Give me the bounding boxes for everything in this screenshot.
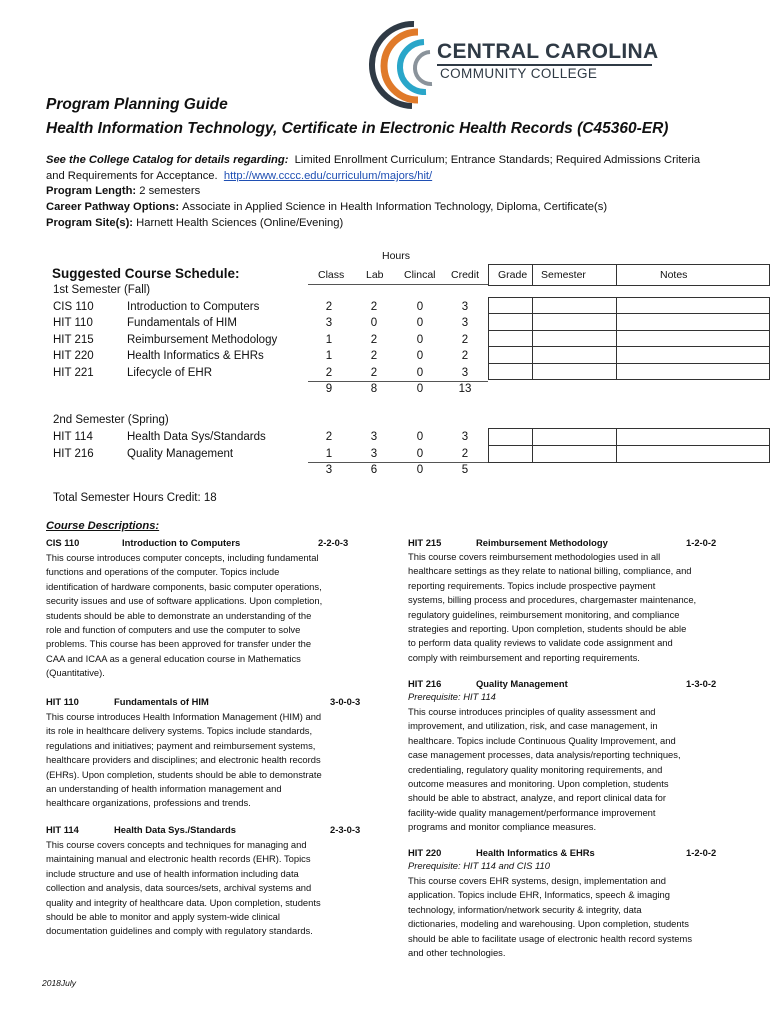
desc-body: This course introduces computer concepts, including fundamental functions and operations of the computer. Topics include identification of hardware components, basic computer operations, security issues and use of software applications. Upon completion, students should be able to demonstrate an understanding of the role and function of computers and use the computer to solve problems. This course has been approved for transfer under the CAA and ICAA as a general education course in Mathematics (Quantitative). xyxy=(46,552,323,679)
total-credit: 13 xyxy=(458,383,472,395)
class-hours: 3 xyxy=(325,317,333,329)
program-title: Health Information Technology, Certificate in Electronic Health Records (C45360-ER) xyxy=(46,120,669,137)
col-clinical: Clincal xyxy=(404,269,436,281)
clinical-hours: 0 xyxy=(416,367,424,379)
desc-code: HIT 110 xyxy=(46,696,79,707)
total-lab: 8 xyxy=(370,383,378,395)
col-grade: Grade xyxy=(498,269,528,281)
guide-title: Program Planning Guide xyxy=(46,96,228,113)
desc-prereq: Prerequisite: HIT 114 and CIS 110 xyxy=(408,860,550,871)
career-pathway-value: Associate in Applied Science in Health Information Technology, Diploma, Certificate(s) xyxy=(182,201,608,213)
schedule-title: Suggested Course Schedule: xyxy=(52,266,240,281)
desc-title: Fundamentals of HIM xyxy=(114,696,209,707)
catalog-line-2 xyxy=(46,170,432,182)
course-title: Lifecycle of EHR xyxy=(127,367,213,379)
course-title: Fundamentals of HIM xyxy=(127,317,237,329)
totals-rule xyxy=(308,381,488,382)
desc-code: HIT 114 xyxy=(46,824,79,835)
clinical-hours: 0 xyxy=(416,334,424,346)
catalog-text: Limited Enrollment Curriculum; Entrance Standards; Required Admissions Criteria xyxy=(294,154,701,166)
semester-cell[interactable] xyxy=(532,347,616,363)
class-hours: 1 xyxy=(325,334,333,346)
tracking-grid-fall xyxy=(488,297,770,380)
notes-cell[interactable] xyxy=(616,314,769,330)
desc-body: This course introduces principles of quality assessment and improvement, and utilization, risk, and case management, in healthcare. Topics include Continuous Quality Improvement, and case management processes, data analysis/reporting techniques, credentialing, regulatory quality monitoring requirements, and outcome measures and monitoring. Upon completion, students should be able to abstract, analyze, and report clinical data for facility-wide quality management/performance improvement programs and monitor compliance measures. xyxy=(408,706,681,833)
course-title: Health Data Sys/Standards xyxy=(127,431,266,443)
credit-hours: 3 xyxy=(461,431,469,443)
total-class: 9 xyxy=(325,383,333,395)
desc-hours: 2-2-0-3 xyxy=(318,537,349,548)
header-rule xyxy=(308,284,488,285)
college-subname: COMMUNITY COLLEGE xyxy=(440,66,598,81)
program-sites-value: Harnett Health Sciences (Online/Evening) xyxy=(136,217,344,229)
course-code: CIS 110 xyxy=(53,301,94,313)
class-hours: 2 xyxy=(325,367,333,379)
lab-hours: 2 xyxy=(370,350,378,362)
col-credit: Credit xyxy=(451,269,480,281)
semester-cell[interactable] xyxy=(532,429,616,446)
notes-cell[interactable] xyxy=(616,446,769,463)
credit-hours: 3 xyxy=(461,301,469,313)
lab-hours: 3 xyxy=(370,448,378,460)
tracking-grid-header xyxy=(488,264,770,286)
program-length-label: Program Length: xyxy=(46,185,137,197)
catalog-url-link[interactable]: http://www.cccc.edu/curriculum/majors/hit/ xyxy=(223,170,433,182)
desc-body: This course covers reimbursement methodologies used in all healthcare settings as they relate to national billing, compliance, and reporting requirements. Topics include prospective payment systems, billing process and procedures, chargemaster maintenance, regulatory guidelines, reimbursement monitoring, and compliance strategies and reporting. Upon completion, students should be able to perform data quality reviews to validate code assignment and comply with reimbursement and reporting requirements. xyxy=(408,551,697,663)
course-code: HIT 221 xyxy=(53,367,94,379)
semester-name: 2nd Semester (Spring) xyxy=(53,414,169,426)
catalog-text-2: and Requirements for Acceptance. xyxy=(46,170,218,182)
semester-cell[interactable] xyxy=(532,298,616,314)
catalog-label: See the College Catalog for details regarding: xyxy=(46,154,289,166)
col-semester: Semester xyxy=(541,269,586,281)
credit-hours: 2 xyxy=(461,334,469,346)
lab-hours: 2 xyxy=(370,301,378,313)
clinical-hours: 0 xyxy=(416,301,424,313)
lab-hours: 3 xyxy=(370,431,378,443)
lab-hours: 2 xyxy=(370,367,378,379)
notes-cell[interactable] xyxy=(616,363,769,379)
desc-title: Quality Management xyxy=(476,678,568,689)
course-title: Quality Management xyxy=(127,448,234,460)
desc-code: CIS 110 xyxy=(46,537,80,548)
notes-cell[interactable] xyxy=(616,347,769,363)
tracking-grid-spring xyxy=(488,428,770,463)
course-title: Reimbursement Methodology xyxy=(127,334,278,346)
program-length-value: 2 semesters xyxy=(139,185,201,197)
total-class: 3 xyxy=(325,464,333,476)
career-pathway xyxy=(46,201,607,213)
course-code: HIT 215 xyxy=(53,334,94,346)
total-credit-hours: Total Semester Hours Credit: 18 xyxy=(53,492,217,504)
desc-hours: 1-2-0-2 xyxy=(686,847,717,858)
desc-title: Health Informatics & EHRs xyxy=(476,847,595,858)
grade-cell[interactable] xyxy=(489,314,533,330)
desc-title: Reimbursement Methodology xyxy=(476,537,608,548)
semester-cell[interactable] xyxy=(532,330,616,346)
program-sites xyxy=(46,217,343,229)
footer-date: 2018July xyxy=(42,978,77,988)
program-length xyxy=(46,185,200,197)
credit-hours: 2 xyxy=(461,350,469,362)
course-code: HIT 110 xyxy=(53,317,93,329)
desc-code: HIT 215 xyxy=(408,537,442,548)
class-hours: 1 xyxy=(325,448,333,460)
course-code: HIT 114 xyxy=(53,431,93,443)
clinical-hours: 0 xyxy=(416,350,424,362)
career-pathway-label: Career Pathway Options: xyxy=(46,201,180,213)
lab-hours: 2 xyxy=(370,334,378,346)
credit-hours: 3 xyxy=(461,367,469,379)
total-clinical: 0 xyxy=(416,464,424,476)
semester-cell[interactable] xyxy=(532,446,616,463)
total-credit: 5 xyxy=(461,464,469,476)
grade-cell[interactable] xyxy=(489,446,533,463)
grade-cell[interactable] xyxy=(489,429,533,446)
class-hours: 2 xyxy=(325,301,333,313)
col-notes: Notes xyxy=(660,269,688,281)
course-title: Introduction to Computers xyxy=(127,301,260,313)
notes-cell[interactable] xyxy=(616,330,769,346)
class-hours: 1 xyxy=(325,350,333,362)
grade-cell[interactable] xyxy=(489,347,533,363)
college-name: CENTRAL CAROLINA xyxy=(437,40,659,63)
class-hours: 2 xyxy=(325,431,333,443)
hours-header: Hours xyxy=(382,250,411,262)
descriptions-title: Course Descriptions: xyxy=(46,520,160,532)
grade-cell[interactable] xyxy=(489,298,533,314)
program-sites-label: Program Site(s): xyxy=(46,217,134,229)
lab-hours: 0 xyxy=(370,317,378,329)
clinical-hours: 0 xyxy=(416,448,424,460)
clinical-hours: 0 xyxy=(416,431,424,443)
desc-code: HIT 220 xyxy=(408,847,442,858)
desc-body: This course covers EHR systems, design, implementation and application. Topics include EHR, Informatics, speech & imaging technology, information/network security & integrity, data dictionaries, modeling and warehousing. Upon completion, students should be able to facilitate usage of electronic health record systems and other technologies. xyxy=(408,875,693,959)
course-title: Health Informatics & EHRs xyxy=(127,350,264,362)
totals-rule xyxy=(308,462,488,463)
desc-hours: 1-2-0-2 xyxy=(686,537,717,548)
semester-name: 1st Semester (Fall) xyxy=(53,284,151,296)
grade-cell[interactable] xyxy=(489,330,533,346)
desc-code: HIT 216 xyxy=(408,678,442,689)
clinical-hours: 0 xyxy=(416,317,424,329)
credit-hours: 2 xyxy=(461,448,469,460)
notes-cell[interactable] xyxy=(616,429,769,446)
col-class: Class xyxy=(318,269,345,281)
col-lab: Lab xyxy=(366,269,384,281)
notes-cell[interactable] xyxy=(616,298,769,314)
desc-prereq: Prerequisite: HIT 114 xyxy=(408,691,496,702)
desc-title: Introduction to Computers xyxy=(122,537,241,548)
total-clinical: 0 xyxy=(416,383,424,395)
credit-hours: 3 xyxy=(461,317,469,329)
semester-cell[interactable] xyxy=(532,314,616,330)
desc-hours: 3-0-0-3 xyxy=(330,696,361,707)
semester-cell[interactable] xyxy=(532,363,616,379)
desc-hours: 2-3-0-3 xyxy=(330,824,361,835)
desc-body: This course covers concepts and techniques for managing and maintaining manual and electronic health records (EHR). Topics include structure and use of health information including data collection and analysis, data sources/sets, archival systems and quality and integrity of healthcare data. Upon completion, students should be able to monitor and apply system-wide clinical documentation guidelines and comply with regulatory standards. xyxy=(46,839,321,937)
grade-cell[interactable] xyxy=(489,363,533,379)
catalog-line xyxy=(46,154,700,166)
desc-hours: 1-3-0-2 xyxy=(686,678,717,689)
desc-body: This course introduces Health Information Management (HIM) and its role in healthcare delivery systems. Topics include standards, regulations and initiatives; payment and reimbursement systems, healthcare providers and disciplines; and electronic health records (EHRs). Upon completion, students should be able to demonstrate an understanding of health information management and healthcare organizations, professions and trends. xyxy=(46,711,322,809)
course-code: HIT 220 xyxy=(53,350,94,362)
desc-title: Health Data Sys./Standards xyxy=(114,824,236,835)
total-lab: 6 xyxy=(370,464,378,476)
course-code: HIT 216 xyxy=(53,448,94,460)
